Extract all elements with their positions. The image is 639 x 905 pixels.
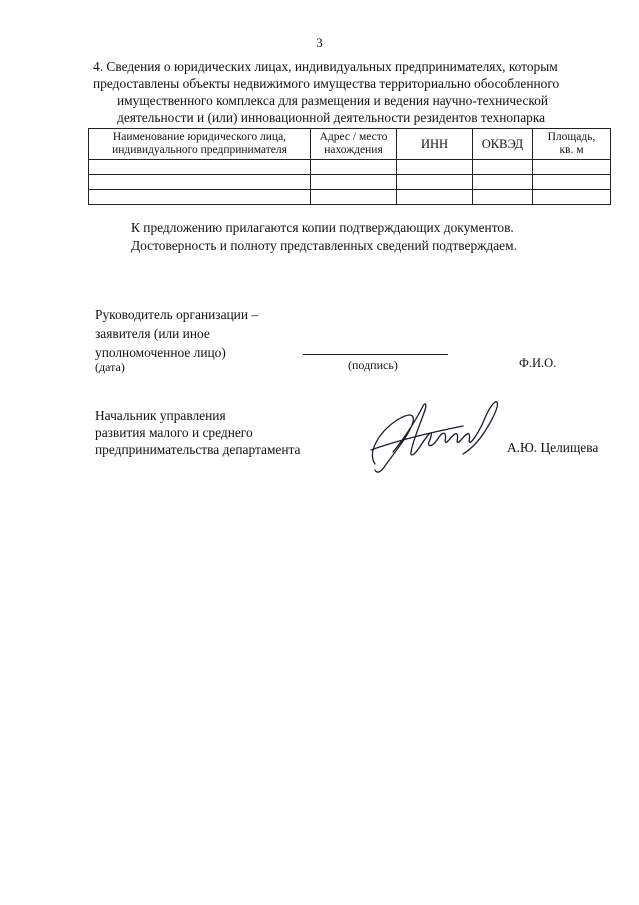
applicant-block [95,305,258,362]
section-line-4: деятельности и (или) инновационной деятельности резидентов технопарка [117,110,546,125]
header-inn [397,129,473,160]
header-area [533,129,611,160]
section-line-2: предоставлены объекты недвижимого имущества территориально обособленного [93,76,560,91]
table-cell [473,160,533,175]
section-heading [93,58,613,126]
table-cell [311,160,397,175]
table-cell [311,190,397,205]
applicant-line-1: Руководитель организации – [95,307,259,322]
attachments-note: К предложению прилагаются копии подтверждающих документов. [131,220,514,235]
table-header-row [89,129,611,160]
header-okved-label: ОКВЭД [481,136,524,151]
signature-label: (подпись) [348,358,398,372]
date-label: (дата) [95,360,125,374]
table-cell [473,190,533,205]
table-row [89,160,611,175]
table-cell [397,160,473,175]
table-cell [397,190,473,205]
header-okved [473,129,533,160]
header-name [89,129,311,160]
table-row [89,190,611,205]
header-inn-label: ИНН [420,136,449,151]
chief-line-1: Начальник управления [95,408,226,423]
chief-name: А.Ю. Целищева [507,440,599,455]
table-cell [89,175,311,190]
applicant-line-2: заявителя (или иное [95,326,210,341]
table-cell [533,190,611,205]
table-cell [311,175,397,190]
table-row [89,175,611,190]
header-address [311,129,397,160]
header-name-line2: индивидуального предпринимателя [112,144,287,156]
chief-block [95,407,300,458]
residents-table [88,128,611,205]
header-name-line1: Наименование юридического лица, [112,131,287,143]
signature-line [303,354,448,355]
chief-line-2: развития малого и среднего [95,425,253,440]
table-cell [397,175,473,190]
notes-block [131,219,517,255]
chief-line-3: предпринимательства департамента [95,442,301,457]
table-cell [533,160,611,175]
header-area-line1: Площадь, [547,131,596,143]
table-cell [89,160,311,175]
section-line-1: 4. Сведения о юридических лицах, индивидуальных предпринимателях, которым [93,59,558,74]
header-address-line2: нахождения [324,144,383,156]
fio-label: Ф.И.О. [519,356,557,370]
section-line-3: имущественного комплекса для размещения и ведения научно-технической [117,93,549,108]
header-area-line2: кв. м [559,144,584,156]
confirmation-note: Достоверность и полноту представленных сведений подтверждаем. [131,238,517,253]
header-address-line1: Адрес / место [319,131,388,143]
applicant-line-3: уполномоченное лицо) [95,345,226,360]
table-cell [89,190,311,205]
table-cell [473,175,533,190]
handwritten-signature [363,392,508,477]
page-number: 3 [316,35,323,50]
table-cell [533,175,611,190]
